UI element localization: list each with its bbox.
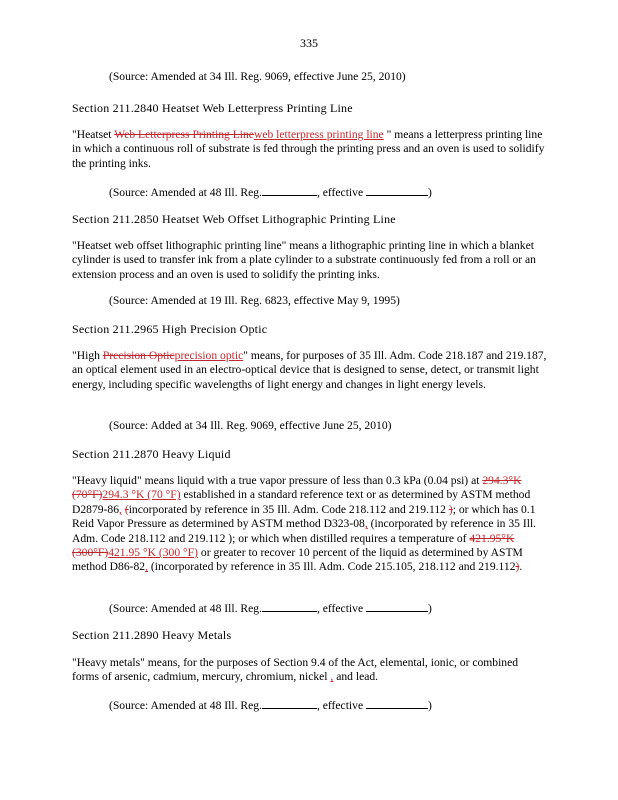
section-2870-source: (Source: Amended at 48 Ill. Reg. , effective ) — [109, 602, 432, 615]
section-2890-heading: Section 211.2890 Heavy Metals — [72, 628, 232, 642]
deleted-text: 294.3°K (70°F) — [72, 474, 522, 502]
blank-line — [366, 184, 428, 196]
deleted-text: Precision Optic — [102, 349, 175, 362]
section-2870-paragraph: "Heavy liquid" means liquid with a true vapor pressure of less than 0.3 kPa (0.04 psi) at 294.3°K (70°F)294.3 °K (70 °F) established in a standard reference text or as determined by ASTM method D2879-86, (incorporated by reference in 35 Ill. Adm. Code 218.112 and 219.112 ); or which has 0.1 Reid Vapor Pressure as determined by ASTM method D323-08, (incorporated by reference in 35 Ill. Adm. Code 218.112 and 219.112 ); or which when distilled requires a temperature of 421.95°K (300°F)421.95 °K (300 °F) or greater to recover 10 percent of the liquid as determined by ASTM method D86-82, (incorporated by reference in 35 Ill. Adm. Code 215.105, 218.112 and 219.112). — [72, 474, 537, 574]
inserted-text: 294.3 °K (70 °F) — [102, 488, 181, 502]
section-2965-heading: Section 211.2965 High Precision Optic — [72, 322, 268, 336]
blank-line — [262, 697, 317, 709]
section-2840-source: (Source: Amended at 48 Ill. Reg. , effective ) — [109, 186, 432, 199]
section-2890-paragraph: "Heavy metals" means, for the purposes of Section 9.4 of the Act, elemental, ionic, or combined forms of arsenic, cadmium, mercury, chromium, nickel , and lead. — [72, 656, 519, 684]
section-2840-heading: Section 211.2840 Heatset Web Letterpress Printing Line — [72, 101, 353, 115]
inserted-text: , — [330, 670, 334, 684]
inserted-text: web letterpress printing line — [253, 128, 384, 141]
section-2890-source: (Source: Amended at 48 Ill. Reg. , effective ) — [109, 699, 432, 712]
deleted-text: ) — [515, 560, 520, 574]
section-2965-paragraph: "High Precision Opticprecision optic" means, for purposes of 35 Ill. Adm. Code 218.187 and 219.187, an optical element used in an electro-optical device that is designed to sense, detect, or transmit light energy, including specific wavelengths of light energy and changes in light energy levels. — [72, 349, 547, 391]
deleted-text: ) — [448, 502, 453, 516]
blank-line — [366, 600, 428, 612]
section-2840-paragraph — [72, 128, 547, 171]
deleted-text: ( — [124, 502, 129, 516]
inserted-text: , — [364, 517, 368, 531]
page-number: 335 — [300, 36, 318, 50]
inserted-text: precision optic — [174, 349, 244, 362]
section-2850-source: (Source: Amended at 19 Ill. Reg. 6823, effective May 9, 1995) — [109, 294, 400, 307]
blank-line — [262, 600, 317, 612]
inserted-text: , — [119, 502, 122, 516]
inserted-text: 421.95 °K (300 °F) — [108, 546, 198, 560]
deleted-text: Web Letterpress Printing Line — [114, 128, 254, 141]
deleted-text: 421.95°K (300°F) — [72, 531, 515, 560]
section-2850-paragraph: "Heatset web offset lithographic printing line" means a lithographic printing line in which a blanket cylinder is used to transfer ink from a plate cylinder to a substrate continuously fed from a roll or an extension process and an oven is used to solidify the printing inks. — [72, 239, 536, 281]
source-note-prev: (Source: Amended at 34 Ill. Reg. 9069, effective June 25, 2010) — [109, 70, 406, 83]
blank-line — [262, 184, 317, 196]
inserted-text: , — [145, 560, 149, 574]
text: "Heatset — [72, 128, 115, 141]
text: " means a letterpress printing line in which a continuous roll of substrate is fed through the printing press and an oven is used to solidify the printing inks. — [72, 128, 545, 170]
section-2850-heading: Section 211.2850 Heatset Web Offset Lithographic Printing Line — [72, 212, 396, 226]
blank-line — [366, 697, 428, 709]
section-2870-heading: Section 211.2870 Heavy Liquid — [72, 447, 231, 461]
section-2965-source: (Source: Added at 34 Ill. Reg. 9069, effective June 25, 2010) — [109, 419, 392, 432]
